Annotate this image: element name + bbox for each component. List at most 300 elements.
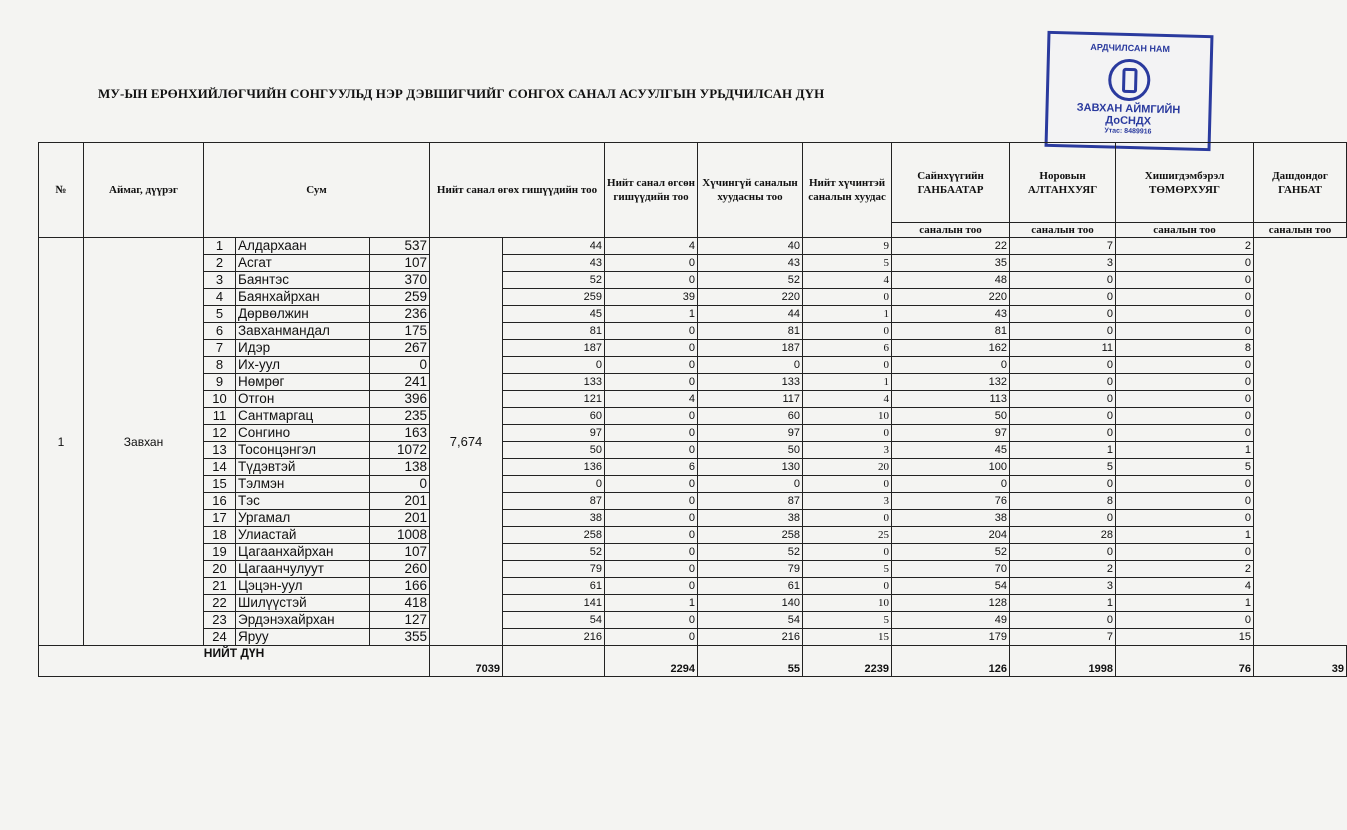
sum-name: Идэр	[236, 340, 370, 357]
row-number: 15	[204, 476, 236, 493]
candidate-1-votes: 20	[803, 459, 892, 476]
invalid-count: 0	[605, 408, 698, 425]
candidate-2-votes: 81	[892, 323, 1010, 340]
voted-count: 44	[503, 238, 605, 255]
valid-count: 140	[698, 595, 803, 612]
candidate-1-votes: 5	[803, 561, 892, 578]
registered-count: 166	[370, 578, 430, 595]
candidate-1-votes: 10	[803, 595, 892, 612]
candidate-2-votes: 220	[892, 289, 1010, 306]
total-row	[39, 646, 1347, 677]
valid-count: 52	[698, 272, 803, 289]
registered-count: 107	[370, 255, 430, 272]
table-row	[39, 357, 1347, 374]
voted-count: 87	[503, 493, 605, 510]
table-row	[39, 340, 1347, 357]
candidate-1-votes: 10	[803, 408, 892, 425]
invalid-count: 0	[605, 442, 698, 459]
table-row	[39, 391, 1347, 408]
candidate-2-votes: 132	[892, 374, 1010, 391]
candidate-1-votes: 3	[803, 493, 892, 510]
valid-count: 0	[698, 476, 803, 493]
sum-name: Эрдэнэхайрхан	[236, 612, 370, 629]
voted-count: 133	[503, 374, 605, 391]
sum-name: Ургамал	[236, 510, 370, 527]
candidate-4-votes: 0	[1116, 612, 1254, 629]
invalid-count: 0	[605, 510, 698, 527]
candidate-3-votes: 0	[1010, 374, 1116, 391]
sum-name: Цагаанхайрхан	[236, 544, 370, 561]
invalid-count: 0	[605, 612, 698, 629]
header-no: №	[39, 143, 84, 238]
valid-count: 220	[698, 289, 803, 306]
candidate-2-votes: 0	[892, 357, 1010, 374]
candidate-2-votes: 38	[892, 510, 1010, 527]
candidate-3-votes: 28	[1010, 527, 1116, 544]
candidate-4-votes: 0	[1116, 272, 1254, 289]
invalid-count: 4	[605, 238, 698, 255]
results-table	[38, 142, 1347, 677]
valid-count: 81	[698, 323, 803, 340]
candidate-2-votes: 49	[892, 612, 1010, 629]
valid-count: 216	[698, 629, 803, 646]
row-number: 13	[204, 442, 236, 459]
total-blank	[503, 646, 605, 677]
sum-name: Яруу	[236, 629, 370, 646]
candidate-4-votes: 0	[1116, 476, 1254, 493]
candidate-3-votes: 0	[1010, 357, 1116, 374]
valid-count: 79	[698, 561, 803, 578]
header-sum: Сум	[204, 143, 430, 238]
candidate-1-votes: 5	[803, 612, 892, 629]
invalid-count: 6	[605, 459, 698, 476]
row-number: 3	[204, 272, 236, 289]
voters-total: 7,674	[430, 238, 503, 646]
candidate-1-votes: 0	[803, 578, 892, 595]
total-c1: 126	[892, 646, 1010, 677]
registered-count: 127	[370, 612, 430, 629]
table-row	[39, 629, 1347, 646]
table-row	[39, 476, 1347, 493]
valid-count: 38	[698, 510, 803, 527]
total-c2: 1998	[1010, 646, 1116, 677]
party-stamp	[1045, 31, 1214, 151]
invalid-count: 0	[605, 255, 698, 272]
registered-count: 107	[370, 544, 430, 561]
row-number: 24	[204, 629, 236, 646]
valid-count: 50	[698, 442, 803, 459]
candidate-4-votes: 4	[1116, 578, 1254, 595]
row-number: 6	[204, 323, 236, 340]
candidate-3-votes: 0	[1010, 476, 1116, 493]
candidate-4-votes: 2	[1116, 238, 1254, 255]
invalid-count: 0	[605, 425, 698, 442]
candidate-3-votes: 2	[1010, 561, 1116, 578]
candidate-1-votes: 5	[803, 255, 892, 272]
candidate-4-votes: 1	[1116, 442, 1254, 459]
candidate-1-votes: 4	[803, 272, 892, 289]
voted-count: 0	[503, 476, 605, 493]
candidate-3-votes: 7	[1010, 238, 1116, 255]
candidate-2-votes: 128	[892, 595, 1010, 612]
row-number: 8	[204, 357, 236, 374]
registered-count: 355	[370, 629, 430, 646]
valid-count: 130	[698, 459, 803, 476]
candidate-1-votes: 0	[803, 544, 892, 561]
registered-count: 235	[370, 408, 430, 425]
registered-count: 370	[370, 272, 430, 289]
group-no: 1	[39, 238, 84, 646]
header-voters: Нийт санал өгөх гишүүдийн тоо	[430, 143, 605, 238]
table-row	[39, 595, 1347, 612]
registered-count: 259	[370, 289, 430, 306]
sum-name: Тосонцэнгэл	[236, 442, 370, 459]
group-aimag: Завхан	[84, 238, 204, 646]
sum-name: Түдэвтэй	[236, 459, 370, 476]
valid-count: 0	[698, 357, 803, 374]
soyombo-emblem-icon	[1108, 58, 1151, 101]
registered-count: 1072	[370, 442, 430, 459]
candidate-4-votes: 0	[1116, 255, 1254, 272]
candidate-2-votes: 204	[892, 527, 1010, 544]
voted-count: 50	[503, 442, 605, 459]
candidate-4-votes: 15	[1116, 629, 1254, 646]
subheader-c2: саналын тоо	[1010, 223, 1116, 238]
table-row	[39, 374, 1347, 391]
candidate-2-votes: 113	[892, 391, 1010, 408]
sum-name: Баянхайрхан	[236, 289, 370, 306]
valid-count: 61	[698, 578, 803, 595]
candidate-1-votes: 6	[803, 340, 892, 357]
candidate-3-votes: 1	[1010, 595, 1116, 612]
table-row	[39, 255, 1347, 272]
valid-count: 133	[698, 374, 803, 391]
voted-count: 61	[503, 578, 605, 595]
voted-count: 54	[503, 612, 605, 629]
sum-name: Алдархаан	[236, 238, 370, 255]
sum-name: Цагаанчулуут	[236, 561, 370, 578]
total-valid: 2239	[803, 646, 892, 677]
registered-count: 0	[370, 357, 430, 374]
stamp-phone: Утас: 8489916	[1104, 127, 1152, 136]
candidate-4-votes: 0	[1116, 493, 1254, 510]
registered-count: 1008	[370, 527, 430, 544]
candidate-2-votes: 22	[892, 238, 1010, 255]
sum-name: Тэс	[236, 493, 370, 510]
table-row	[39, 238, 1347, 255]
valid-count: 60	[698, 408, 803, 425]
sum-name: Нөмрөг	[236, 374, 370, 391]
candidate-2-votes: 45	[892, 442, 1010, 459]
candidate-2-votes: 50	[892, 408, 1010, 425]
candidate-2-votes: 54	[892, 578, 1010, 595]
registered-count: 396	[370, 391, 430, 408]
voted-count: 97	[503, 425, 605, 442]
candidate-4-votes: 0	[1116, 374, 1254, 391]
candidate-1-votes: 1	[803, 374, 892, 391]
candidate-3-votes: 0	[1010, 289, 1116, 306]
table-row	[39, 459, 1347, 476]
sum-name: Их-уул	[236, 357, 370, 374]
table-row	[39, 544, 1347, 561]
candidate-1-votes: 15	[803, 629, 892, 646]
row-number: 23	[204, 612, 236, 629]
sum-name: Дөрвөлжин	[236, 306, 370, 323]
candidate-3-votes: 8	[1010, 493, 1116, 510]
candidate-4-votes: 0	[1116, 510, 1254, 527]
row-number: 22	[204, 595, 236, 612]
candidate-4-votes: 0	[1116, 323, 1254, 340]
table-row	[39, 493, 1347, 510]
candidate-4-votes: 0	[1116, 408, 1254, 425]
header-candidate-2: Норовын АЛТАНХУЯГ	[1010, 143, 1116, 223]
valid-count: 52	[698, 544, 803, 561]
valid-count: 43	[698, 255, 803, 272]
candidate-3-votes: 0	[1010, 272, 1116, 289]
table-row	[39, 408, 1347, 425]
invalid-count: 39	[605, 289, 698, 306]
row-number: 2	[204, 255, 236, 272]
invalid-count: 0	[605, 578, 698, 595]
candidate-3-votes: 0	[1010, 544, 1116, 561]
total-voted: 2294	[605, 646, 698, 677]
table-row	[39, 442, 1347, 459]
valid-count: 97	[698, 425, 803, 442]
row-number: 5	[204, 306, 236, 323]
voted-count: 259	[503, 289, 605, 306]
table-row	[39, 612, 1347, 629]
valid-count: 117	[698, 391, 803, 408]
candidate-2-votes: 76	[892, 493, 1010, 510]
sum-name: Отгон	[236, 391, 370, 408]
candidate-1-votes: 4	[803, 391, 892, 408]
candidate-2-votes: 179	[892, 629, 1010, 646]
valid-count: 187	[698, 340, 803, 357]
candidate-4-votes: 5	[1116, 459, 1254, 476]
candidate-1-votes: 9	[803, 238, 892, 255]
candidate-3-votes: 1	[1010, 442, 1116, 459]
registered-count: 201	[370, 510, 430, 527]
candidate-2-votes: 52	[892, 544, 1010, 561]
candidate-4-votes: 8	[1116, 340, 1254, 357]
row-number: 7	[204, 340, 236, 357]
candidate-2-votes: 35	[892, 255, 1010, 272]
registered-count: 163	[370, 425, 430, 442]
invalid-count: 1	[605, 306, 698, 323]
row-number: 11	[204, 408, 236, 425]
registered-count: 241	[370, 374, 430, 391]
candidate-4-votes: 0	[1116, 391, 1254, 408]
invalid-count: 0	[605, 323, 698, 340]
row-number: 17	[204, 510, 236, 527]
registered-count: 267	[370, 340, 430, 357]
candidate-1-votes: 0	[803, 323, 892, 340]
voted-count: 0	[503, 357, 605, 374]
row-number: 19	[204, 544, 236, 561]
header-aimag: Аймаг, дүүрэг	[84, 143, 204, 238]
sum-name: Баянтэс	[236, 272, 370, 289]
candidate-2-votes: 70	[892, 561, 1010, 578]
invalid-count: 0	[605, 544, 698, 561]
valid-count: 44	[698, 306, 803, 323]
candidate-3-votes: 0	[1010, 391, 1116, 408]
registered-count: 537	[370, 238, 430, 255]
voted-count: 121	[503, 391, 605, 408]
row-number: 12	[204, 425, 236, 442]
voted-count: 141	[503, 595, 605, 612]
candidate-1-votes: 0	[803, 476, 892, 493]
candidate-1-votes: 3	[803, 442, 892, 459]
stamp-line-1: ЗАВХАН АЙМГИЙН	[1076, 101, 1181, 117]
registered-count: 138	[370, 459, 430, 476]
invalid-count: 0	[605, 476, 698, 493]
sum-name: Сонгино	[236, 425, 370, 442]
invalid-count: 4	[605, 391, 698, 408]
registered-count: 0	[370, 476, 430, 493]
stamp-top-text: АРДЧИЛСАН НАМ	[1090, 41, 1171, 55]
candidate-3-votes: 0	[1010, 306, 1116, 323]
valid-count: 54	[698, 612, 803, 629]
row-number: 9	[204, 374, 236, 391]
row-number: 4	[204, 289, 236, 306]
total-c4: 39	[1254, 646, 1347, 677]
sum-name: Цэцэн-уул	[236, 578, 370, 595]
total-invalid: 55	[698, 646, 803, 677]
sum-name: Сантмаргац	[236, 408, 370, 425]
candidate-1-votes: 0	[803, 510, 892, 527]
header-candidate-1: Сайнхүүгийн ГАНБААТАР	[892, 143, 1010, 223]
candidate-4-votes: 1	[1116, 595, 1254, 612]
candidate-4-votes: 0	[1116, 357, 1254, 374]
candidate-3-votes: 11	[1010, 340, 1116, 357]
invalid-count: 0	[605, 340, 698, 357]
table-row	[39, 510, 1347, 527]
candidate-2-votes: 100	[892, 459, 1010, 476]
sum-name: Улиастай	[236, 527, 370, 544]
row-number: 1	[204, 238, 236, 255]
voted-count: 45	[503, 306, 605, 323]
header-voted: Нийт санал өгсөн гишүүдийн тоо	[605, 143, 698, 238]
voted-count: 52	[503, 272, 605, 289]
row-number: 18	[204, 527, 236, 544]
table-row	[39, 306, 1347, 323]
invalid-count: 0	[605, 374, 698, 391]
row-number: 14	[204, 459, 236, 476]
page-title: МУ-ЫН ЕРӨНХИЙЛӨГЧИЙН СОНГУУЛЬД НЭР ДЭВШИГЧИЙГ СОНГОХ САНАЛ АСУУЛГЫН УРЬДЧИЛСАН ДҮН	[98, 86, 825, 101]
header-candidate-3: Хишигдэмбэрэл ТӨМӨРХУЯГ	[1116, 143, 1254, 223]
candidate-4-votes: 0	[1116, 306, 1254, 323]
candidate-3-votes: 0	[1010, 408, 1116, 425]
candidate-2-votes: 48	[892, 272, 1010, 289]
voted-count: 52	[503, 544, 605, 561]
sum-name: Тэлмэн	[236, 476, 370, 493]
row-number: 21	[204, 578, 236, 595]
valid-count: 258	[698, 527, 803, 544]
candidate-1-votes: 0	[803, 425, 892, 442]
candidate-2-votes: 43	[892, 306, 1010, 323]
table-row	[39, 425, 1347, 442]
voted-count: 81	[503, 323, 605, 340]
header-valid: Нийт хүчинтэй саналын хуудас	[803, 143, 892, 238]
candidate-2-votes: 162	[892, 340, 1010, 357]
candidate-1-votes: 25	[803, 527, 892, 544]
registered-count: 201	[370, 493, 430, 510]
candidate-4-votes: 1	[1116, 527, 1254, 544]
candidate-2-votes: 0	[892, 476, 1010, 493]
candidate-1-votes: 0	[803, 289, 892, 306]
voted-count: 216	[503, 629, 605, 646]
total-registered: 7039	[430, 646, 503, 677]
voted-count: 258	[503, 527, 605, 544]
candidate-4-votes: 0	[1116, 289, 1254, 306]
sum-name: Завханмандал	[236, 323, 370, 340]
header-invalid: Хүчингүй саналын хуудасны тоо	[698, 143, 803, 238]
candidate-3-votes: 3	[1010, 578, 1116, 595]
valid-count: 40	[698, 238, 803, 255]
registered-count: 260	[370, 561, 430, 578]
stamp-line-2: ДоСНДХ	[1105, 114, 1152, 128]
invalid-count: 0	[605, 493, 698, 510]
voted-count: 60	[503, 408, 605, 425]
table-row	[39, 323, 1347, 340]
invalid-count: 1	[605, 595, 698, 612]
sum-name: Шилүүстэй	[236, 595, 370, 612]
table-row	[39, 578, 1347, 595]
candidate-3-votes: 0	[1010, 510, 1116, 527]
registered-count: 418	[370, 595, 430, 612]
sum-name: Асгат	[236, 255, 370, 272]
total-label: НИЙТ ДҮН	[39, 646, 430, 677]
candidate-3-votes: 5	[1010, 459, 1116, 476]
valid-count: 87	[698, 493, 803, 510]
candidate-3-votes: 0	[1010, 612, 1116, 629]
voted-count: 79	[503, 561, 605, 578]
table-row	[39, 561, 1347, 578]
subheader-c4: саналын тоо	[1254, 223, 1347, 238]
invalid-count: 0	[605, 629, 698, 646]
voted-count: 187	[503, 340, 605, 357]
candidate-4-votes: 0	[1116, 544, 1254, 561]
voted-count: 38	[503, 510, 605, 527]
invalid-count: 0	[605, 527, 698, 544]
registered-count: 236	[370, 306, 430, 323]
table-row	[39, 289, 1347, 306]
invalid-count: 0	[605, 561, 698, 578]
candidate-3-votes: 0	[1010, 323, 1116, 340]
total-c3: 76	[1116, 646, 1254, 677]
candidate-1-votes: 1	[803, 306, 892, 323]
invalid-count: 0	[605, 272, 698, 289]
candidate-1-votes: 0	[803, 357, 892, 374]
candidate-4-votes: 2	[1116, 561, 1254, 578]
candidate-3-votes: 7	[1010, 629, 1116, 646]
voted-count: 136	[503, 459, 605, 476]
invalid-count: 0	[605, 357, 698, 374]
subheader-c3: саналын тоо	[1116, 223, 1254, 238]
header-candidate-4: Дашдондог ГАНБАТ	[1254, 143, 1347, 223]
candidate-3-votes: 0	[1010, 425, 1116, 442]
registered-count: 175	[370, 323, 430, 340]
voted-count: 43	[503, 255, 605, 272]
candidate-4-votes: 0	[1116, 425, 1254, 442]
row-number: 16	[204, 493, 236, 510]
row-number: 10	[204, 391, 236, 408]
candidate-3-votes: 3	[1010, 255, 1116, 272]
table-row	[39, 272, 1347, 289]
table-row	[39, 527, 1347, 544]
row-number: 20	[204, 561, 236, 578]
subheader-c1: саналын тоо	[892, 223, 1010, 238]
